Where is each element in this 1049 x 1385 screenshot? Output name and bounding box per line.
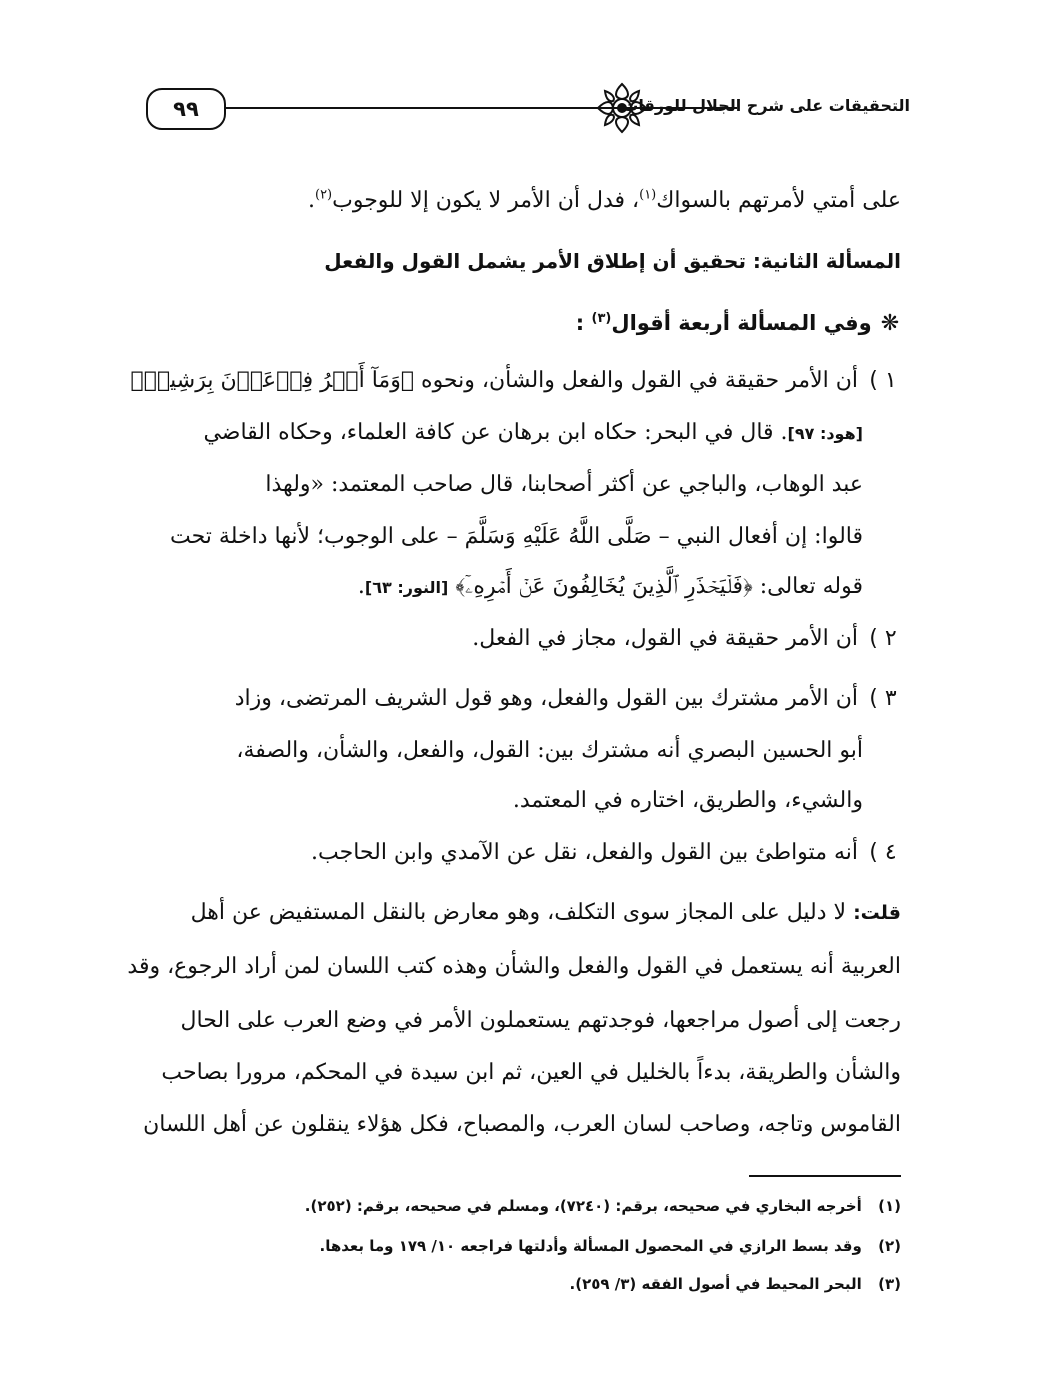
- item-text: . قال في البحر: حكاه ابن برهان عن كافة العلماء، وحكاه القاضي: [203, 420, 788, 445]
- item-text: أن الأمر حقيقة في القول، مجاز في الفعل.: [472, 626, 858, 651]
- list-item-4: [311, 838, 901, 868]
- paragraph-text: لا دليل على المجاز سوى التكلف، وهو معارض بالنقل المستفيض عن أهل: [190, 900, 847, 925]
- footnote-ref-2: (٢): [314, 187, 333, 203]
- footnote-text: البحر المحيط في أصول الفقه (٣/ ٢٥٩).: [569, 1275, 862, 1293]
- footnote-ref-1: (١): [639, 187, 657, 203]
- footnote-3: [570, 1274, 901, 1294]
- item-number: ٣ ): [869, 686, 897, 711]
- footnote-rule: [749, 1175, 901, 1177]
- body-text: ، فدل أن الأمر لا يكون إلا للوجوب: [332, 188, 640, 213]
- list-item-3-line-3: والشيء، والطريق، اختاره في المعتمد.: [512, 788, 863, 813]
- footnote-1: [305, 1196, 901, 1216]
- item-number: ٤ ): [869, 840, 897, 865]
- list-item-3-line-2: أبو الحسين البصري أنه مشترك بين: القول، والفعل، والشأن، والصفة،: [236, 738, 863, 763]
- list-item-1-line-5: [358, 572, 863, 603]
- item-text: .: [357, 574, 365, 599]
- item-text: أن الأمر حقيقة في القول والفعل والشأن، ونحوه ﴿وَمَآ أَمۡرُ فِرۡعَوۡنَ بِرَشِيدٖ﴾: [130, 368, 858, 393]
- paragraph-line-5: القاموس وتاجه، وصاحب لسان العرب، والمصباح، فكل هؤلاء ينقلون عن أهل اللسان: [143, 1112, 901, 1137]
- intro-text: وفي المسألة أربعة أقوال: [611, 311, 872, 335]
- footnote-number: (٢): [878, 1237, 901, 1255]
- item-text: أن الأمر مشترك بين القول والفعل، وهو قول الشريف المرتضى، وزاد: [234, 686, 858, 711]
- body-line-1: [308, 186, 901, 216]
- list-item-2: [472, 624, 901, 654]
- body-text: .: [307, 188, 315, 213]
- quran-reference: [هود: ٩٧]: [787, 424, 863, 443]
- item-number: ٢ ): [869, 626, 897, 651]
- item-text: قوله تعالى: ﴿فَلۡيَحۡذَرِ ٱلَّذِينَ يُخَالِفُونَ عَنۡ أَمۡرِهِۦٓ﴾: [455, 574, 863, 599]
- paragraph-line-2: العربية أنه يستعمل في القول والفعل والشأن وهذه كتب اللسان لمن أراد الرجوع، وقد: [127, 954, 901, 979]
- footnote-ref-3: (٣): [591, 311, 612, 326]
- running-title: التحقيقات على شرح الجلال للورقات: [622, 96, 910, 115]
- running-header: [140, 74, 910, 144]
- page-number: ٩٩: [146, 88, 226, 130]
- star-bullet-icon: ❋: [880, 311, 900, 336]
- intro-text: :: [575, 311, 592, 335]
- body-text: على أمتي لأمرتهم بالسواك: [656, 188, 901, 213]
- paragraph-line-1: [191, 898, 901, 928]
- item-text: أنه متواطئ بين القول والفعل، نقل عن الآمدي وابن الحاجب.: [311, 840, 858, 865]
- item-number: ١ ): [869, 368, 897, 393]
- paragraph-label: قلت:: [853, 902, 901, 924]
- footnote-text: أخرجه البخاري في صحيحه، برقم: (٧٢٤٠)، ومسلم في صحيحه، برقم: (٢٥٢).: [304, 1197, 862, 1215]
- quran-reference: [النور: ٦٣]: [364, 578, 449, 597]
- list-item-1-line-4: قالوا: إن أفعال النبي – صَلَّى اللَّهُ عَلَيْهِ وَسَلَّمَ – على الوجوب؛ لأنها داخلة تحت: [170, 524, 863, 549]
- section-heading: المسألة الثانية: تحقيق أن إطلاق الأمر يشمل القول والفعل: [324, 249, 901, 273]
- list-item-3: [235, 684, 901, 714]
- footnote-number: (١): [878, 1197, 901, 1215]
- intro-line: [576, 308, 901, 339]
- list-item-1-line-3: عبد الوهاب، والباجي عن أكثر أصحابنا، قال صاحب المعتمد: «ولهذا: [265, 472, 863, 497]
- paragraph-line-4: والشأن والطريقة، بدءاً بالخليل في العين، ثم ابن سيدة في المحكم، مرورا بصاحب: [161, 1060, 901, 1085]
- footnote-2: [320, 1236, 902, 1256]
- paragraph-line-3: رجعت إلى أصول مراجعها، فوجدتهم يستعملون الأمر في وضع العرب على الحال: [180, 1008, 901, 1033]
- footnote-text: وقد بسط الرازي في المحصول المسألة وأدلتها فراجعه ١٠/ ١٧٩ وما بعدها.: [319, 1237, 862, 1255]
- list-item-1: [131, 366, 901, 396]
- list-item-1-line-2: [203, 418, 863, 449]
- footnote-number: (٣): [878, 1275, 901, 1293]
